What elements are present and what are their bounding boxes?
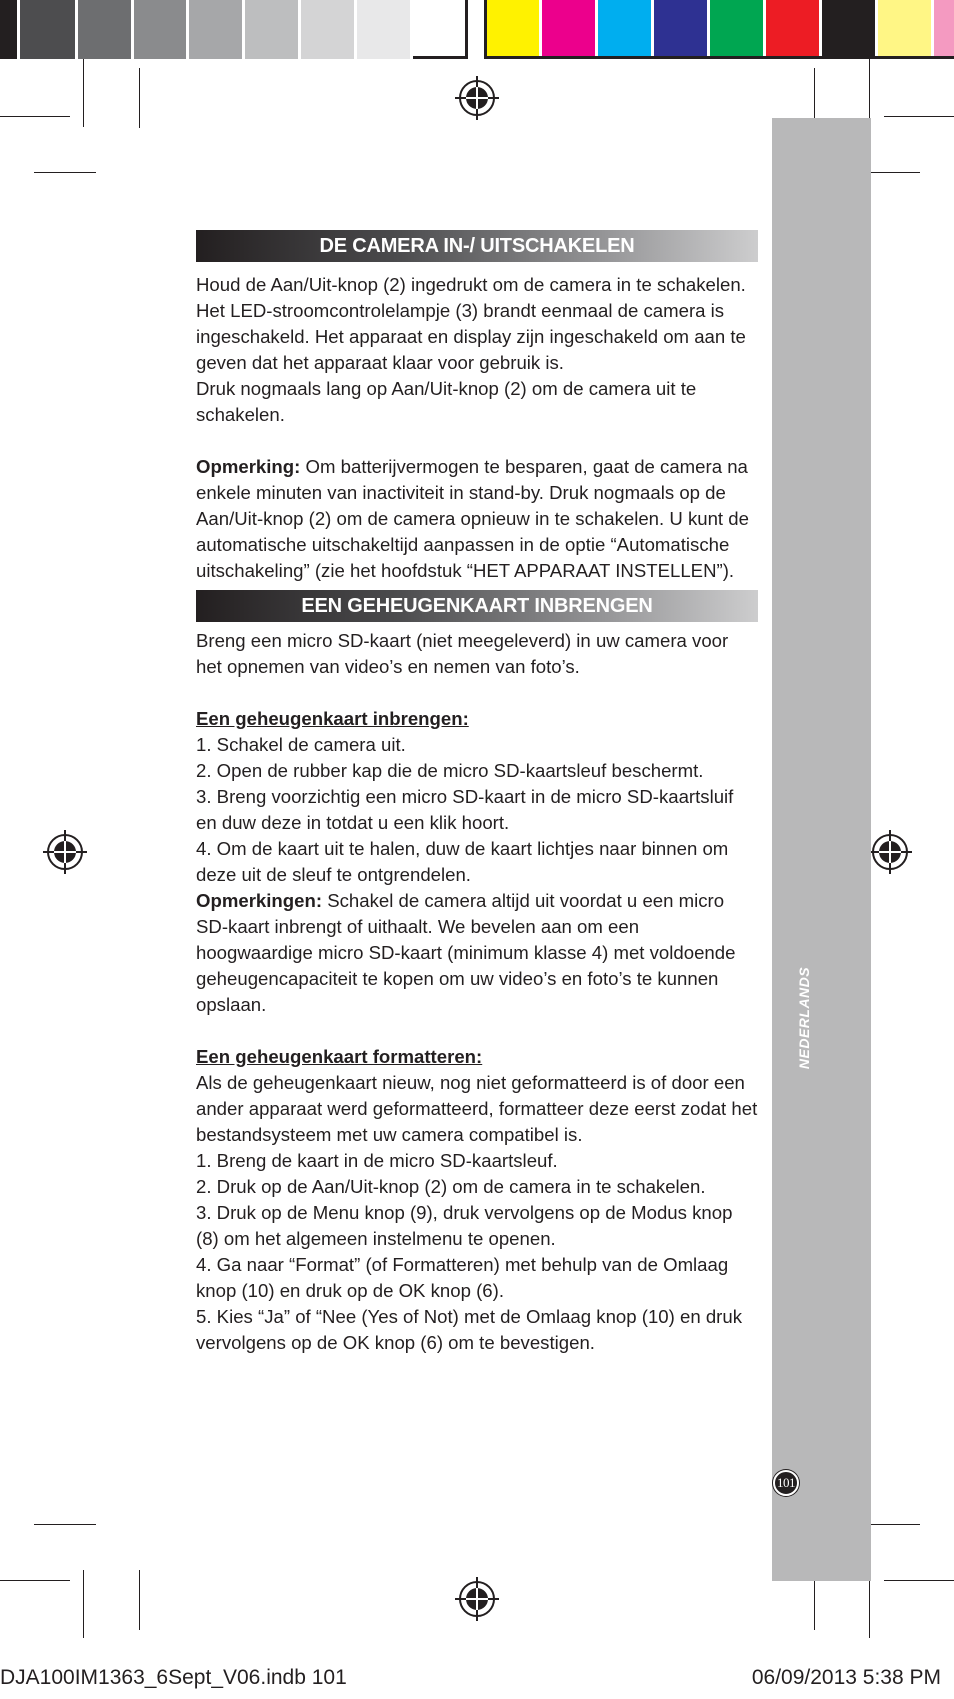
insert-card-subheading: Een geheugenkaart inbrengen: xyxy=(196,708,469,729)
crop-mark xyxy=(869,59,870,127)
insert-step: 3. Breng voorzichtig een micro SD-kaart in de micro SD-kaartsluif en duw deze in totdat u een klik hoort. xyxy=(196,786,734,833)
format-step: 4. Ga naar “Format” (of Formatteren) met behulp van de Omlaag knop (10) en druk op de OK knop (6). xyxy=(196,1254,729,1301)
section-heading-memory-card: EEN GEHEUGENKAART INBRENGEN xyxy=(196,590,758,622)
insert-step: 4. Om de kaart uit te halen, duw de kaart lichtjes naar binnen om deze uit de sleuf te ontgrendelen. xyxy=(196,838,729,885)
gray-swatch-1 xyxy=(0,0,20,59)
process-bar-frame xyxy=(484,0,954,59)
gray-swatch-2 xyxy=(20,0,78,59)
gray-swatch-8 xyxy=(357,0,413,59)
language-tab-text: NEDERLANDS xyxy=(796,966,812,1070)
footer-file-name: DJA100IM1363_6Sept_V06.indb 101 xyxy=(0,1666,347,1689)
notes-text: Schakel de camera altijd uit voordat u een micro SD-kaart inbrengt of uithaalt. We bevelen aan om een hoogwaardige micro SD-kaart (minimum klasse 4) met voldoende geheugencapaciteit te kopen om uw video’s en foto’s te kunnen opslaan. xyxy=(196,890,736,1015)
gray-swatch-4 xyxy=(134,0,189,59)
insert-step: 2. Open de rubber kap die de micro SD-kaartsleuf beschermt. xyxy=(196,760,704,781)
registration-mark-icon xyxy=(868,830,912,874)
print-color-bar xyxy=(0,0,954,59)
format-step: 1. Breng de kaart in de micro SD-kaartsleuf. xyxy=(196,1150,558,1171)
format-intro: Als de geheugenkaart nieuw, nog niet geformatteerd is of door een ander apparaat werd geformatteerd, formatteer deze eerst zodat het bestandsysteem met uw camera compatibel is. xyxy=(196,1072,758,1145)
format-step: 5. Kies “Ja” of “Nee (Yes of Not) met de Omlaag knop (10) en druk vervolgens op de OK knop (6) om te bevestigen. xyxy=(196,1306,743,1353)
power-off-paragraph: Druk nogmaals lang op Aan/Uit-knop (2) om de camera uit te schakelen. xyxy=(196,378,697,425)
language-side-tab xyxy=(772,118,871,1581)
insert-note xyxy=(196,888,758,1018)
format-card-subheading: Een geheugenkaart formatteren: xyxy=(196,1046,483,1067)
gray-swatch-3 xyxy=(78,0,134,59)
registration-mark-icon xyxy=(455,1577,499,1621)
footer-timestamp: 06/09/2013 5:38 PM xyxy=(751,1666,941,1689)
crop-mark xyxy=(884,1580,954,1581)
registration-mark-icon xyxy=(43,830,87,874)
gray-swatch-7 xyxy=(301,0,357,59)
memory-card-intro: Breng een micro SD-kaart (niet meegeleverd) in uw camera voor het opnemen van video’s en nemen van foto’s. xyxy=(196,630,729,677)
gray-swatch-6 xyxy=(245,0,301,59)
crop-mark xyxy=(83,1570,84,1638)
registration-mark-icon xyxy=(455,76,499,120)
language-tab-label xyxy=(794,958,814,1078)
power-on-paragraph: Houd de Aan/Uit-knop (2) ingedrukt om de camera in te schakelen. Het LED-stroomcontrolelampje (3) brandt eenmaal de camera is ingeschakeld. Het apparaat en display zijn ingeschakeld om aan te geven dat het apparaat klaar voor gebruik is. xyxy=(196,274,746,373)
crop-mark xyxy=(34,1524,96,1525)
notes-label: Opmerkingen: xyxy=(196,890,323,911)
insert-step: 1. Schakel de camera uit. xyxy=(196,734,406,755)
manual-content xyxy=(196,230,758,1356)
crop-mark xyxy=(0,116,70,117)
gray-swatch-5 xyxy=(189,0,245,59)
crop-mark xyxy=(139,1570,140,1630)
section-heading-power: DE CAMERA IN-/ UITSCHAKELEN xyxy=(196,230,758,262)
format-step: 3. Druk op de Menu knop (9), druk vervolgens op de Modus knop (8) om het algemeen instelmenu te openen. xyxy=(196,1202,733,1249)
gray-swatch-9 xyxy=(413,0,468,59)
page-number-badge: 101 xyxy=(773,1470,799,1496)
note-label: Opmerking: xyxy=(196,456,301,477)
crop-mark xyxy=(83,59,84,127)
crop-mark xyxy=(139,68,140,128)
crop-mark xyxy=(884,116,954,117)
power-note xyxy=(196,454,758,584)
note-text: Om batterijvermogen te besparen, gaat de camera na enkele minuten van inactiviteit in stand-by. Druk nogmaals op de Aan/Uit-knop (2) om de camera opnieuw in te schakelen. U kunt de automatische uitschakeltijd aanpassen in de optie “Automatische uitschakeling” (zie het hoofdstuk “HET APPARAAT INSTELLEN”). xyxy=(196,456,749,581)
crop-mark xyxy=(0,1580,70,1581)
crop-mark xyxy=(34,172,96,173)
format-step: 2. Druk op de Aan/Uit-knop (2) om de camera in te schakelen. xyxy=(196,1176,706,1197)
